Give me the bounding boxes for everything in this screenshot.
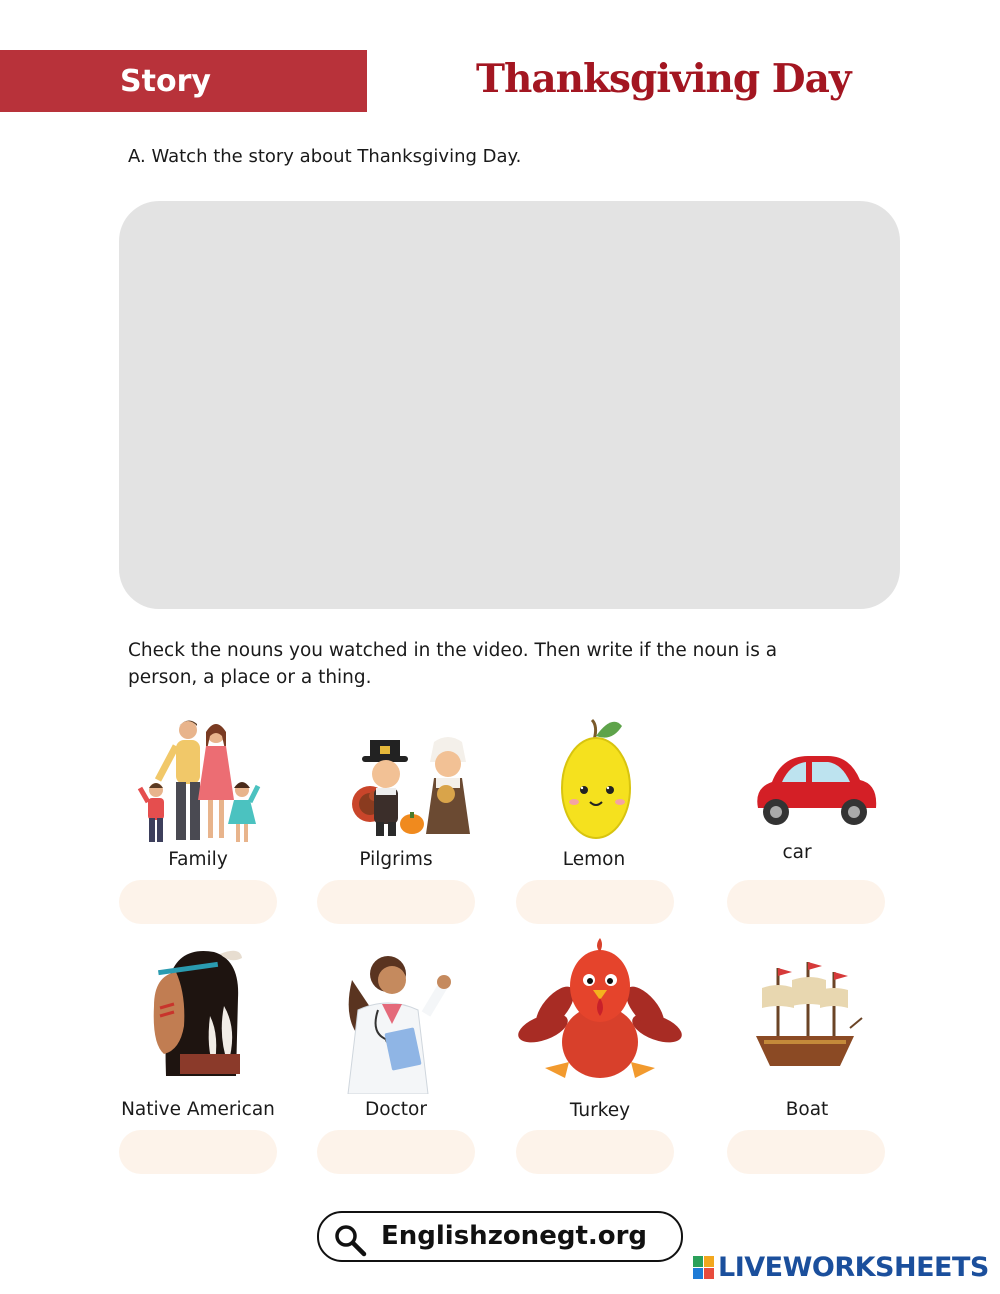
website-link[interactable] bbox=[317, 1211, 683, 1262]
lemon-icon bbox=[558, 718, 638, 844]
pilgrims-icon bbox=[348, 732, 474, 844]
answer-field[interactable] bbox=[727, 880, 885, 924]
native-american-icon bbox=[150, 946, 244, 1080]
doctor-icon bbox=[338, 950, 454, 1098]
item-label: car bbox=[782, 842, 812, 863]
item-label: Boat bbox=[785, 1099, 829, 1120]
logo-blocks-icon bbox=[693, 1256, 714, 1279]
answer-field[interactable] bbox=[317, 1130, 475, 1174]
item-label: Family bbox=[168, 849, 228, 870]
item-label: Native American bbox=[121, 1099, 275, 1120]
answer-field[interactable] bbox=[516, 880, 674, 924]
instruction-a: A. Watch the story about Thanksgiving Day. bbox=[128, 146, 522, 167]
item-label: Pilgrims bbox=[359, 849, 433, 870]
answer-field[interactable] bbox=[317, 880, 475, 924]
instruction-b: Check the nouns you watched in the video. Then write if the noun is a person, a place or a thing. bbox=[128, 640, 778, 688]
answer-field[interactable] bbox=[727, 1130, 885, 1174]
item-label: Turkey bbox=[569, 1100, 631, 1121]
car-icon bbox=[752, 752, 880, 836]
item-label: Doctor bbox=[365, 1099, 427, 1120]
turkey-icon bbox=[515, 938, 685, 1090]
story-banner bbox=[0, 50, 367, 112]
answer-field[interactable] bbox=[516, 1130, 674, 1174]
family-icon bbox=[136, 718, 262, 850]
answer-field[interactable] bbox=[119, 880, 277, 924]
search-icon bbox=[333, 1223, 367, 1257]
liveworksheets-logo[interactable] bbox=[693, 1252, 989, 1283]
website-text: Englishzonegt.org bbox=[381, 1221, 648, 1251]
video-player[interactable] bbox=[119, 201, 900, 609]
item-label: Lemon bbox=[562, 849, 626, 870]
page-title: Thanksgiving Day bbox=[476, 56, 851, 102]
boat-icon bbox=[754, 960, 864, 1076]
brand-text: LIVEWORKSHEETS bbox=[718, 1252, 989, 1283]
answer-field[interactable] bbox=[119, 1130, 277, 1174]
section-label: Story bbox=[120, 63, 211, 99]
